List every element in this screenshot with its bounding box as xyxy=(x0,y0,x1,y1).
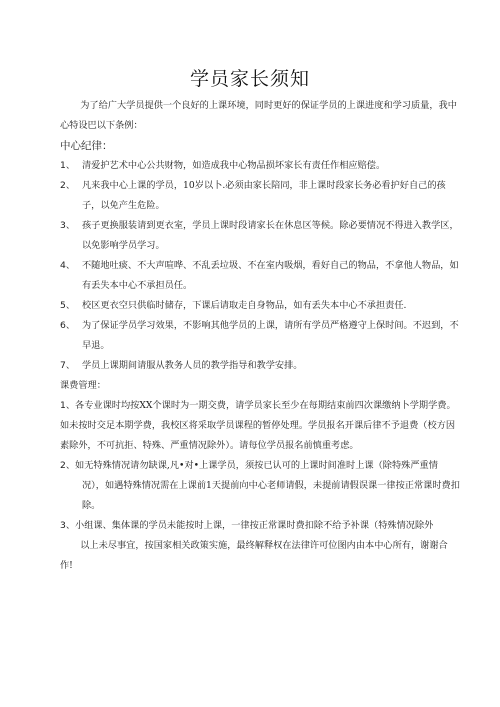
item-text: 清爱护艺术中心公共财物，如造成我中心物品损坏家长有责任作相应赔偿。 xyxy=(82,160,386,171)
item-text: 学员上课期间请服从教务人员的教学指导和教学安排。 xyxy=(82,360,303,371)
item-number: 3、 xyxy=(60,220,76,231)
item-number: 2、 xyxy=(60,460,76,471)
list-item xyxy=(60,296,460,316)
list-item xyxy=(60,256,460,296)
item-text: 凡来我中心上课的学员，10岁以卜.必须由家长陪同，非上课时段家长务必看护好自己的孩子，以免产生危险。 xyxy=(82,180,446,211)
item-text: 为了保证学员学习效果，不影响其他学员的上课，请所有学员严格遵守上保时间。不迟到，不早退。 xyxy=(82,320,459,351)
list-item xyxy=(60,356,460,376)
list-item xyxy=(60,216,460,256)
list-item xyxy=(60,176,460,216)
document-body xyxy=(60,96,460,576)
item-number: 3、 xyxy=(60,520,76,531)
item-number: 1、 xyxy=(60,160,76,171)
item-number: 6、 xyxy=(60,320,76,331)
list-item xyxy=(60,516,460,536)
list-item xyxy=(60,156,460,176)
fees-list xyxy=(60,396,460,536)
item-text: 小组课、集体课的学员未能按时上课，一律按正常课时费扣除不给予补课（特殊情况除外 xyxy=(75,520,434,531)
list-item xyxy=(60,396,460,456)
list-item xyxy=(60,456,460,516)
discipline-list xyxy=(60,156,460,376)
item-text: 各专业课时均按XX个课时为一期交费，请学员家长至少在每期结束前四次课缴纳卜学期学费。如未按时交足本期学费，我校区将采取学员课程的暂停处理。学员报名开课后律不予退费（校方因素除外，不可抗拒、特殊、严重情况除外）。请每位学员报名前慎重考虑。 xyxy=(60,400,456,451)
item-text: 孩子更换服装请到更衣室，学员上课时段请家长在休息区等候。除必要情况不得进入教学区，以免影响学员学习。 xyxy=(82,220,459,251)
item-number: 4、 xyxy=(60,260,76,271)
item-number: 1、 xyxy=(60,400,76,411)
fees-heading: 课费管理： xyxy=(60,380,106,391)
item-number: 7、 xyxy=(60,360,76,371)
item-text: 不随地吐痰、不大声喧哗、不乱丢垃圾、不在室内吸烟，看好自己的物品，不拿他人物品，如有丢失本中心不承担员任。 xyxy=(82,260,459,291)
item-number: 5、 xyxy=(60,300,76,311)
intro-paragraph: 为了给广大学员提供一个良好的上课环境，同时更好的保证学员的上课进度和学习质量，我中心特设巴以下条例： xyxy=(60,100,457,131)
page-title: 学员家长须知 xyxy=(189,68,310,90)
item-text: 校区更衣空只供临时储存，下课后请取走自身物品，如有丢失本中心不承担责任. xyxy=(82,300,407,311)
discipline-heading: 中心纪律： xyxy=(60,140,113,152)
closing-paragraph: 以上未尽事宜，按国家相关政策实施，最终解释权在法律许可位图内由本中心所有，谢谢合作! xyxy=(60,540,448,571)
item-number: 2、 xyxy=(60,180,76,191)
list-item xyxy=(60,316,460,356)
item-text: 如无特殊情况请勿缺课,凡•对•上课学员，须按已认可的上课时间准时上课（除特殊严重情况），如遇特殊情况需在上课前1天提前向中心老师请假，未提前请假误课一律按正常课时费扣除。 xyxy=(75,460,460,511)
